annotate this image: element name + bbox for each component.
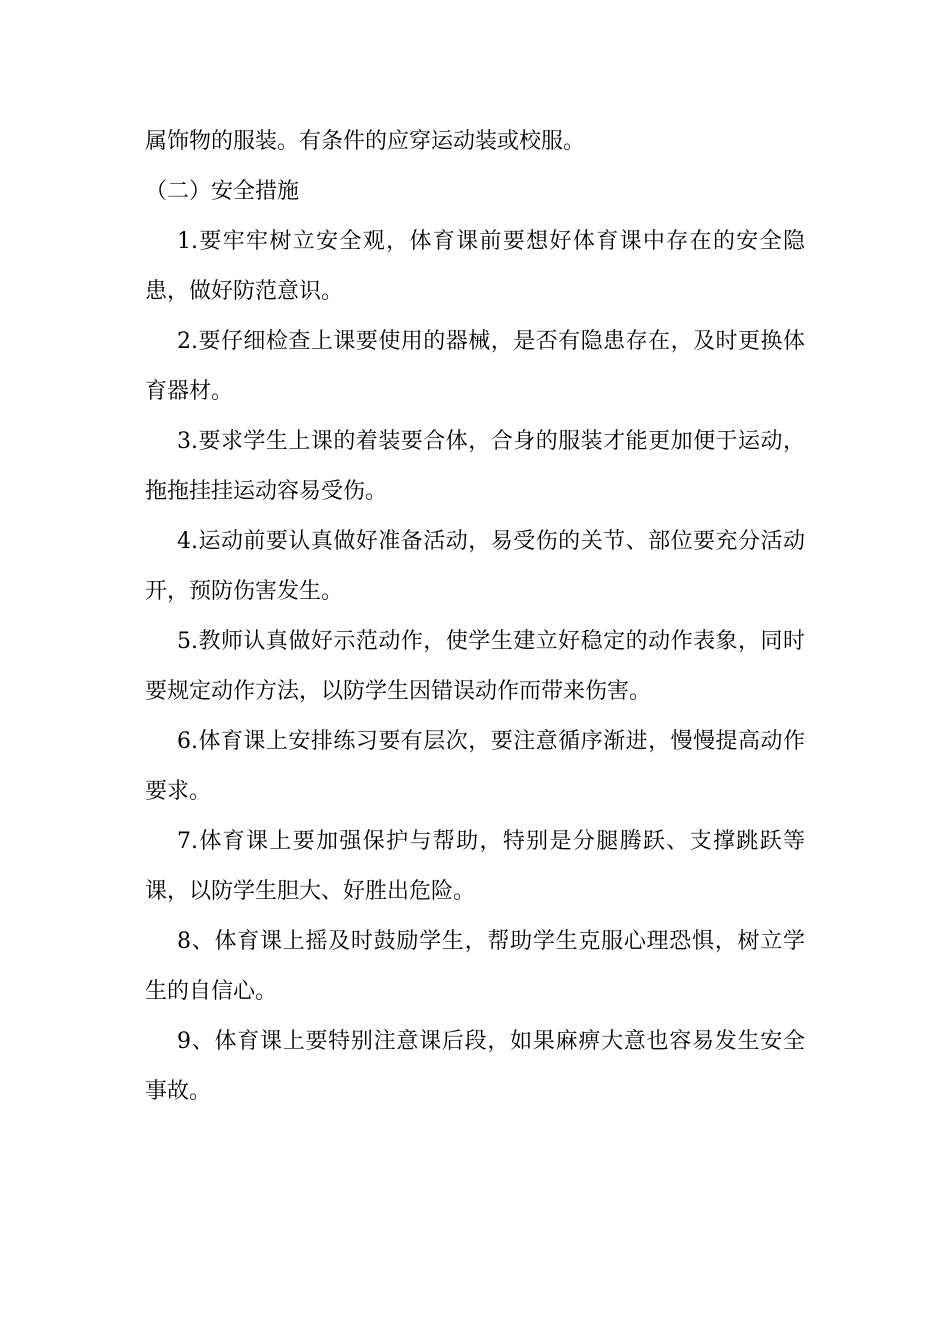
text-line: 拖拖挂挂运动容易受伤。 [145, 479, 388, 504]
text-line: 3.要求学生上课的着装要合体，合身的服装才能更加便于运动， [177, 429, 805, 454]
text-line: 要求。 [145, 779, 212, 804]
text-line: 开，预防伤害发生。 [145, 579, 344, 604]
text-line: 7.体育课上要加强保护与帮助，特别是分腿腾跃、支撑跳跃等 [177, 829, 805, 854]
section-heading: （二）安全措施 [145, 179, 300, 204]
text-line: 属饰物的服装。有条件的应穿运动装或校服。 [145, 129, 586, 154]
text-line: 患，做好防范意识。 [145, 279, 344, 304]
text-line: 育器材。 [145, 379, 234, 404]
text-line: 生的自信心。 [145, 979, 278, 1004]
text-line: 4.运动前要认真做好准备活动，易受伤的关节、部位要充分活动 [177, 529, 805, 554]
text-line: 8、体育课上摇及时鼓励学生，帮助学生克服心理恐惧，树立学 [177, 929, 805, 954]
text-line: 要规定动作方法，以防学生因错误动作而带来伤害。 [145, 679, 652, 704]
text-line: 9、体育课上要特别注意课后段，如果麻痹大意也容易发生安全 [177, 1029, 805, 1054]
text-line: 5.教师认真做好示范动作，使学生建立好稳定的动作表象，同时 [177, 629, 805, 654]
text-line: 6.体育课上安排练习要有层次，要注意循序渐进，慢慢提高动作 [177, 729, 805, 754]
text-line: 课，以防学生胆大、好胜出危险。 [145, 879, 476, 904]
text-line: 2.要仔细检查上课要使用的器械，是否有隐患存在，及时更换体 [177, 329, 805, 354]
text-line: 1.要牢牢树立安全观，体育课前要想好体育课中存在的安全隐 [177, 229, 805, 254]
text-line: 事故。 [145, 1079, 212, 1104]
